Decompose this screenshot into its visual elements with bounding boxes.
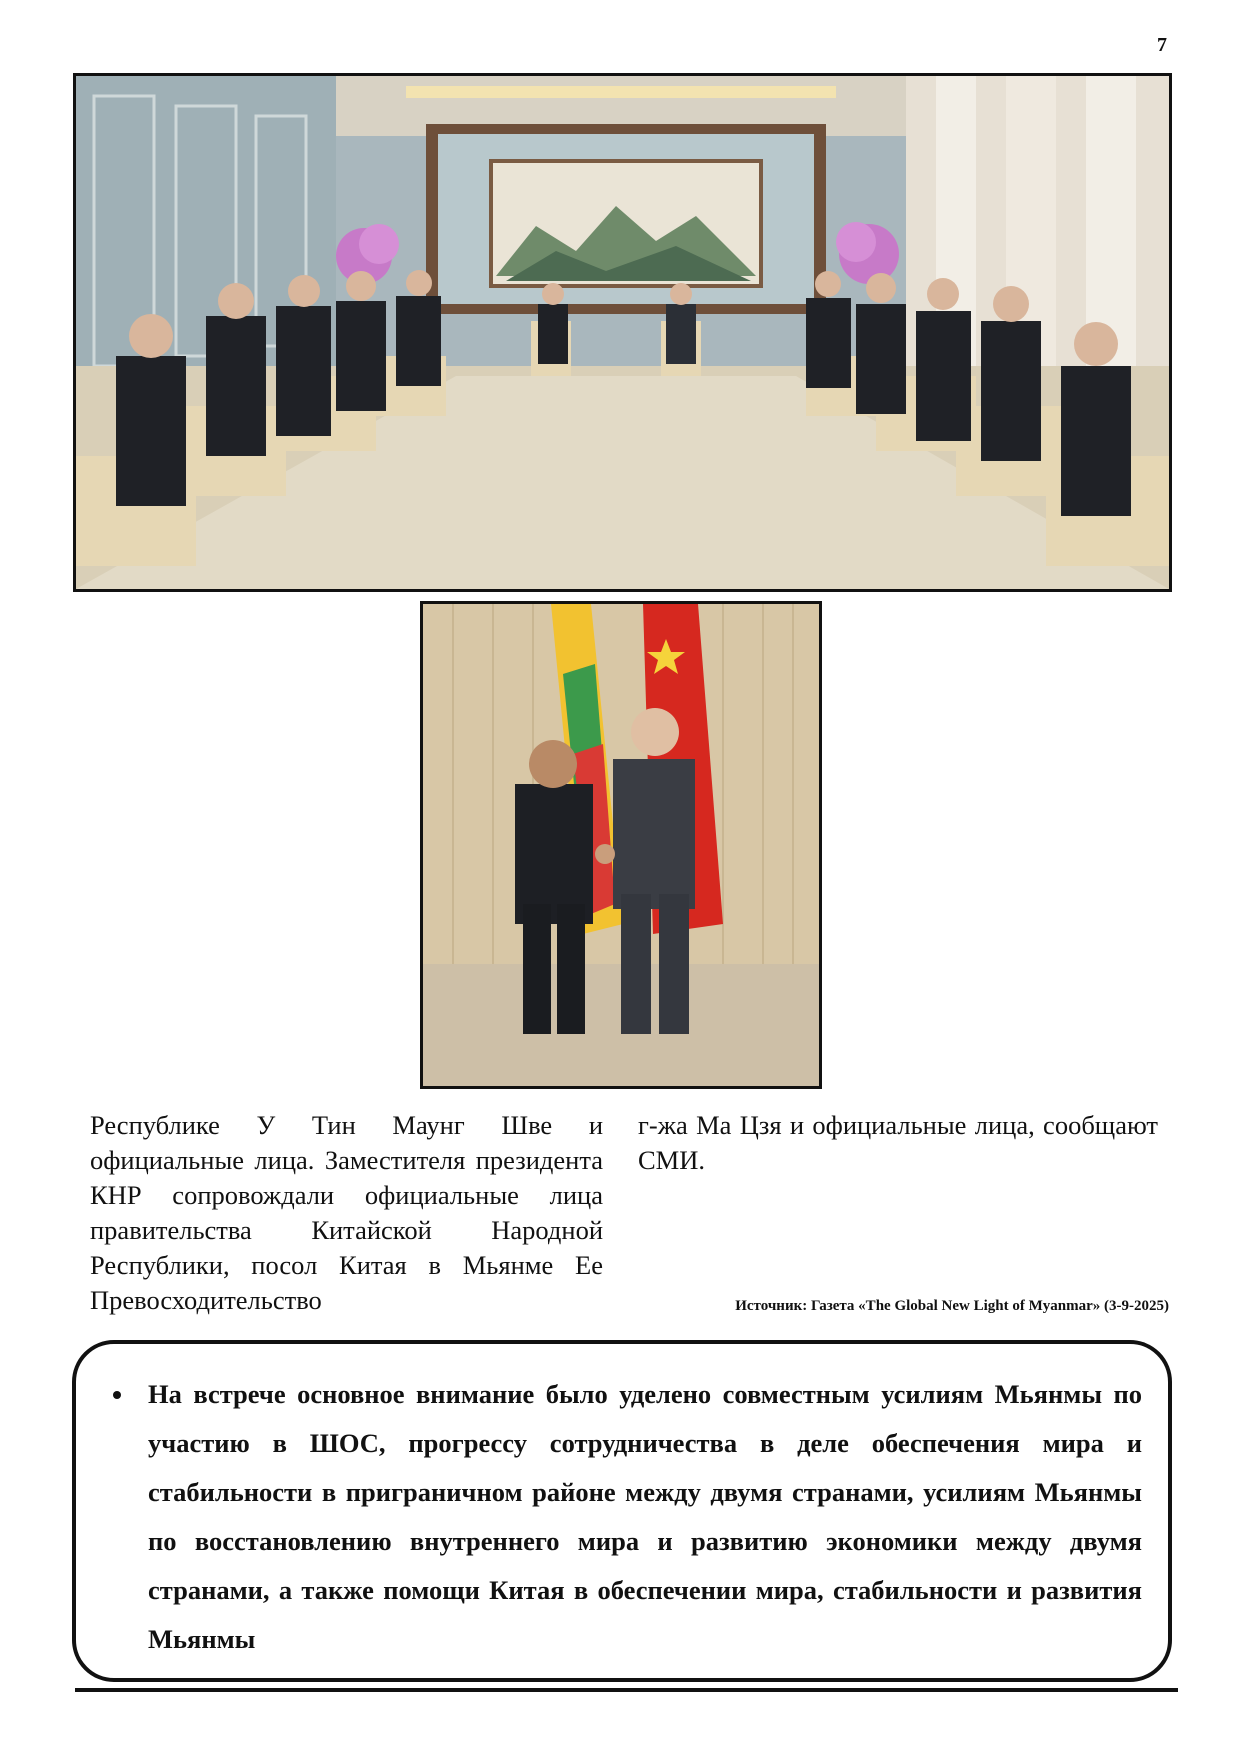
- source-citation: Источник: Газета «The Global New Light of Myanmar» (3-9-2025): [735, 1298, 1169, 1314]
- article-text-right: г-жа Ма Цзя и официальные лица, сообщают СМИ.: [638, 1110, 1158, 1175]
- handshake-photo: [420, 601, 822, 1089]
- summary-list: [76, 1344, 1168, 1664]
- meeting-photo-illustration: [76, 76, 1169, 589]
- bottom-rule: [75, 1688, 1178, 1692]
- summary-box: [72, 1340, 1172, 1682]
- article-text-left: Республике У Тин Маунг Шве и официальные лица. Заместителя президента КНР сопровождали официальные лица правительства Китайской Народной Республики, посол Китая в Мьянме Ее Превосходительство: [90, 1110, 603, 1315]
- article-columns: [90, 1108, 1158, 1318]
- summary-item: • На встрече основное внимание было уделено совместным усилиям Мьянмы по участию в ШОС, прогрессу сотрудничества в деле обеспечения мира и стабильности в приграничном районе между двумя странами, усилиям Мьянмы по восстановлению внутреннего мира и развитию экономики между двумя странами, а также помощи Китая в обеспечении мира, стабильности и развития Мьянмы: [136, 1370, 1142, 1664]
- page-number: 7: [1157, 34, 1167, 56]
- meeting-photo: [73, 73, 1172, 592]
- handshake-photo-illustration: [423, 604, 819, 1086]
